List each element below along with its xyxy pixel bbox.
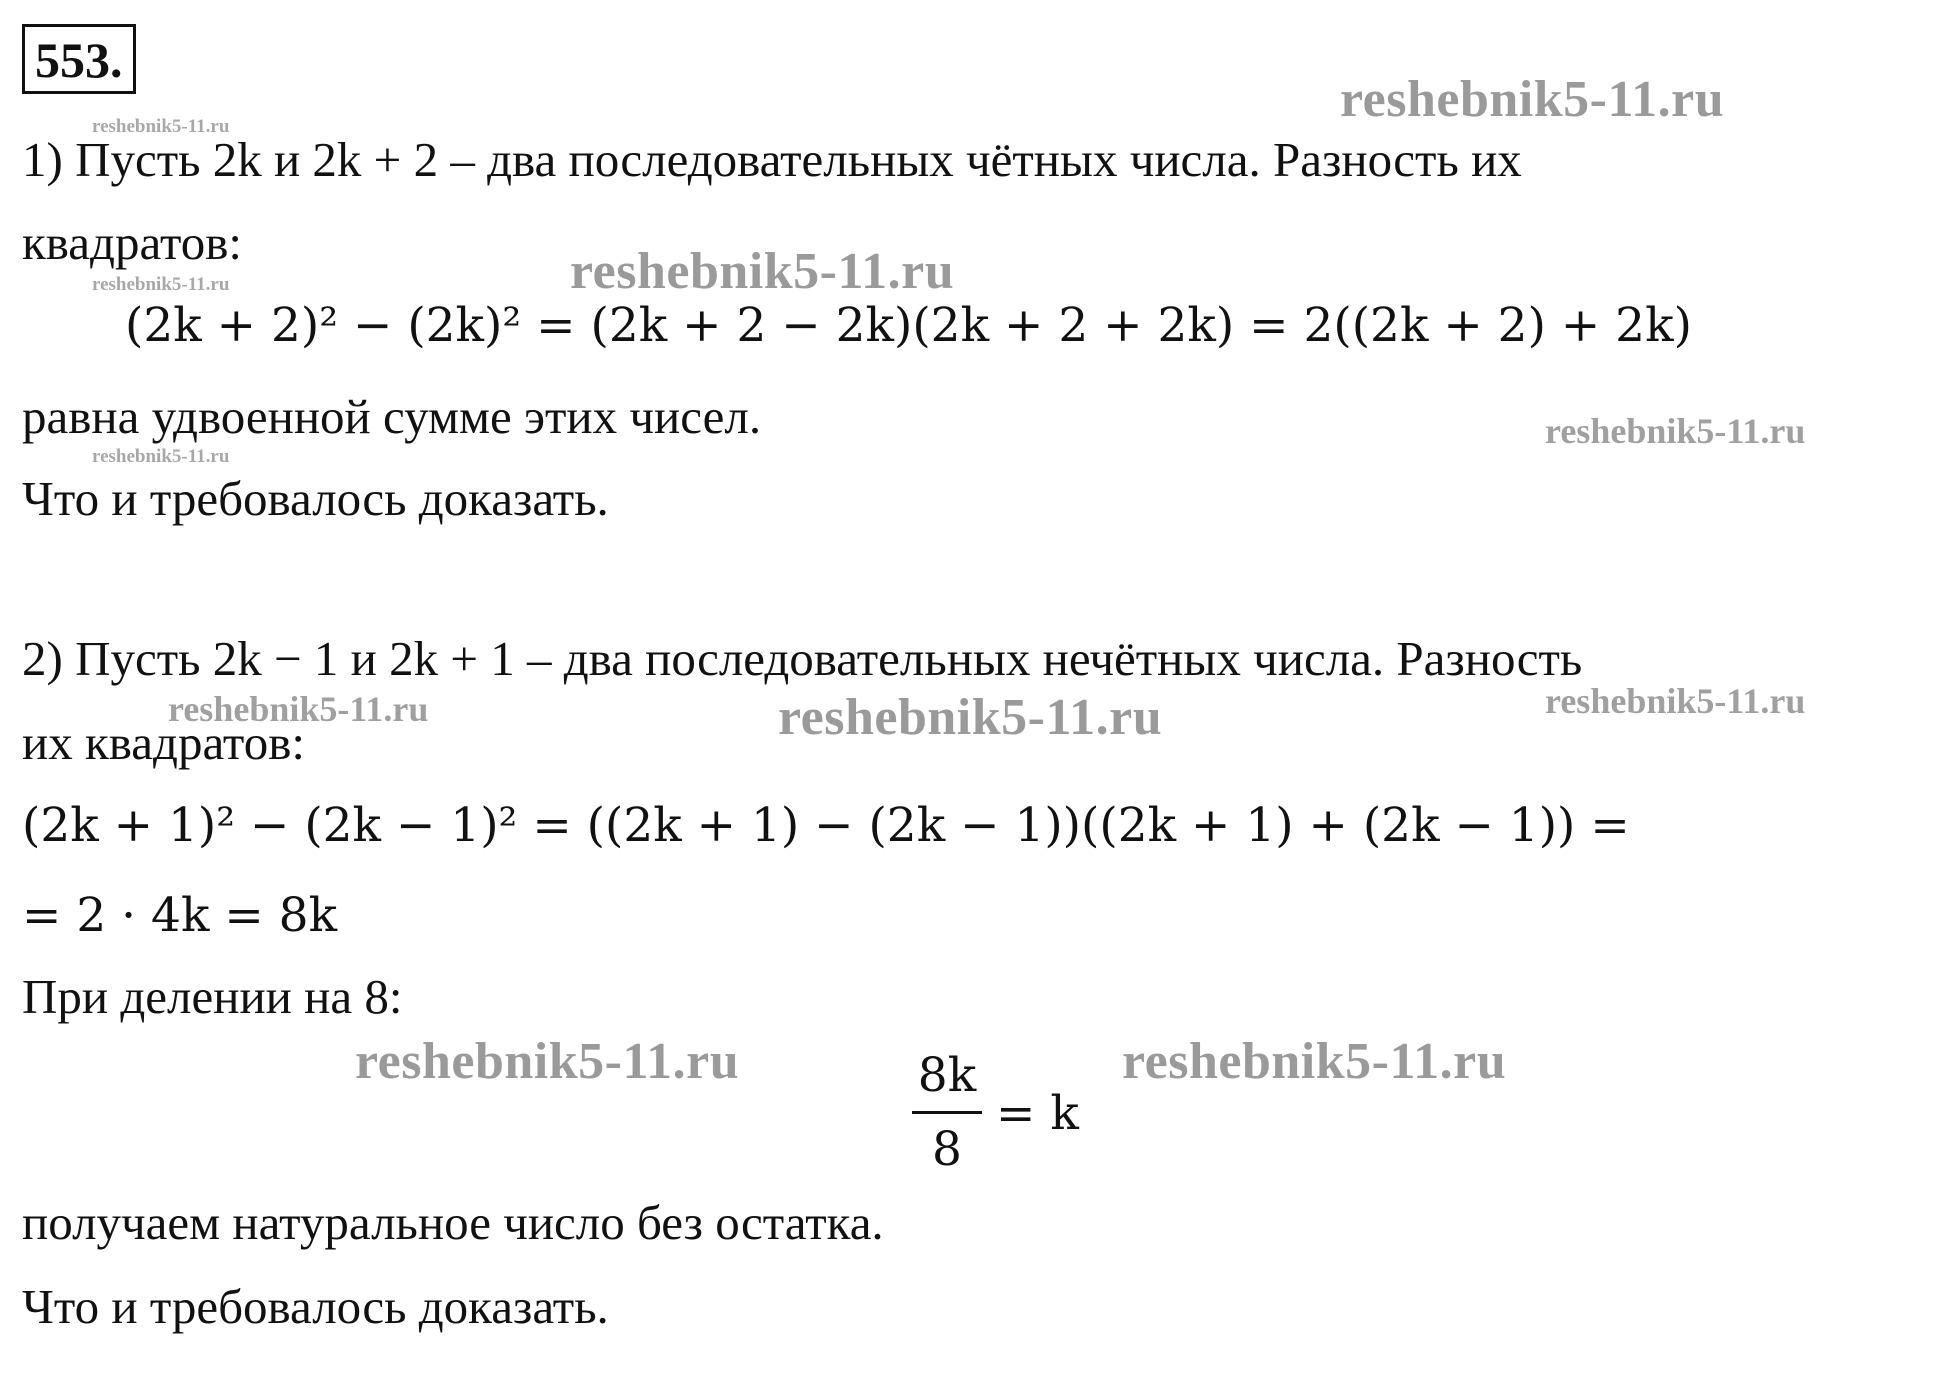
part2-equation-2: = 2 · 4k = 8k [22, 888, 338, 943]
watermark: reshebnik5-11.ru [1545, 681, 1806, 721]
part2-intro: 2) Пусть 2k − 1 и 2k + 1 – два последовательных нечётных числа. Разность [22, 631, 1583, 686]
part2-equation-1: (2k + 1)² − (2k − 1)² = ((2k + 1) − (2k − 1))((2k + 1) + (2k − 1)) = [22, 798, 1630, 853]
part1-intro: 1) Пусть 2k и 2k + 2 – два последовательных чётных числа. Разность их [22, 132, 1522, 187]
watermark: reshebnik5-11.ru [1340, 71, 1725, 128]
part2-conclusion: получаем натуральное число без остатка. [22, 1195, 884, 1250]
watermark-small: reshebnik5-11.ru [92, 274, 230, 295]
fraction-denominator: 8 [932, 1122, 962, 1177]
watermark: reshebnik5-11.ru [168, 689, 429, 729]
fraction-result: = k [996, 1086, 1079, 1141]
fraction-bar [912, 1111, 982, 1114]
part2-squares-label: их квадратов: [22, 715, 305, 770]
part1-qed: Что и требовалось доказать. [22, 471, 609, 526]
part2-qed: Что и требовалось доказать. [22, 1279, 609, 1334]
watermark: reshebnik5-11.ru [1122, 1033, 1507, 1090]
part2-division-label: При делении на 8: [22, 969, 403, 1024]
part1-conclusion: равна удвоенной сумме этих чисел. [22, 389, 762, 444]
watermark-small: reshebnik5-11.ru [92, 446, 230, 467]
watermark: reshebnik5-11.ru [778, 689, 1163, 746]
fraction-numerator: 8k [917, 1048, 977, 1103]
part1-squares-label: квадратов: [22, 215, 242, 270]
problem-number: 553. [22, 24, 136, 94]
watermark-small: reshebnik5-11.ru [92, 116, 230, 137]
part1-equation: (2k + 2)² − (2k)² = (2k + 2 − 2k)(2k + 2 + 2k) = 2((2k + 2) + 2k) [125, 298, 1692, 353]
watermark: reshebnik5-11.ru [355, 1033, 740, 1090]
watermark: reshebnik5-11.ru [570, 243, 955, 300]
watermark: reshebnik5-11.ru [1545, 411, 1806, 451]
fraction [912, 1048, 982, 1177]
